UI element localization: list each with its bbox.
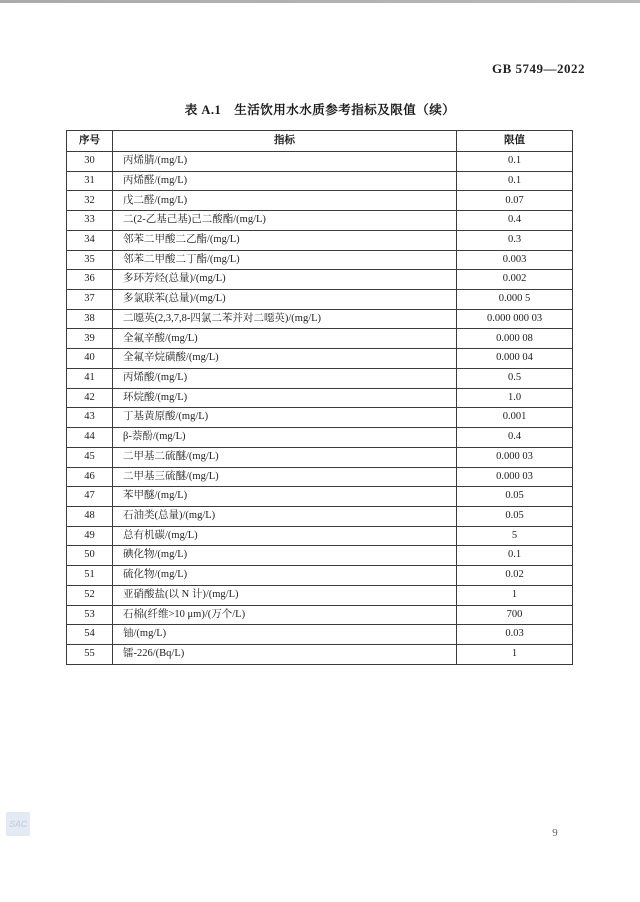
cell-serial-no: 40 [67, 349, 113, 369]
scan-edge-strip [0, 0, 640, 3]
cell-serial-no: 48 [67, 506, 113, 526]
cell-indicator: 丁基黄原酸/(mg/L) [113, 408, 457, 428]
cell-limit: 0.02 [457, 566, 573, 586]
cell-serial-no: 38 [67, 309, 113, 329]
cell-indicator: 二甲基二硫醚/(mg/L) [113, 447, 457, 467]
cell-indicator: 镭-226/(Bq/L) [113, 644, 457, 664]
col-header-no: 序号 [67, 131, 113, 152]
col-header-limit: 限值 [457, 131, 573, 152]
table-body [67, 152, 573, 665]
cell-indicator: 铀/(mg/L) [113, 625, 457, 645]
cell-serial-no: 39 [67, 329, 113, 349]
table-row [67, 526, 573, 546]
cell-serial-no: 37 [67, 290, 113, 310]
table-row [67, 388, 573, 408]
sac-watermark-text: SAC [9, 819, 27, 829]
cell-indicator: 苯甲醚/(mg/L) [113, 487, 457, 507]
cell-limit: 1 [457, 585, 573, 605]
cell-indicator: 总有机碳/(mg/L) [113, 526, 457, 546]
cell-indicator: 多环芳烃(总量)/(mg/L) [113, 270, 457, 290]
cell-serial-no: 43 [67, 408, 113, 428]
cell-limit: 0.03 [457, 625, 573, 645]
standard-number: GB 5749—2022 [491, 61, 585, 76]
cell-serial-no: 46 [67, 467, 113, 487]
cell-limit: 1 [457, 644, 573, 664]
table-row [67, 566, 573, 586]
cell-serial-no: 32 [67, 191, 113, 211]
cell-serial-no: 36 [67, 270, 113, 290]
table-row [67, 250, 573, 270]
table-row [67, 467, 573, 487]
cell-serial-no: 35 [67, 250, 113, 270]
cell-serial-no: 52 [67, 585, 113, 605]
table-row [67, 152, 573, 172]
cell-indicator: 二(2-乙基己基)己二酸酯/(mg/L) [113, 211, 457, 231]
table-row [67, 368, 573, 388]
cell-indicator: 丙烯腈/(mg/L) [113, 152, 457, 172]
cell-limit: 0.5 [457, 368, 573, 388]
cell-limit: 0.000 000 03 [457, 309, 573, 329]
cell-serial-no: 51 [67, 566, 113, 586]
cell-limit: 0.1 [457, 152, 573, 172]
cell-limit: 0.001 [457, 408, 573, 428]
table-row [67, 605, 573, 625]
table-row [67, 211, 573, 231]
cell-serial-no: 42 [67, 388, 113, 408]
cell-serial-no: 41 [67, 368, 113, 388]
cell-serial-no: 45 [67, 447, 113, 467]
cell-limit: 700 [457, 605, 573, 625]
cell-indicator: 全氟辛烷磺酸/(mg/L) [113, 349, 457, 369]
table-row [67, 171, 573, 191]
cell-serial-no: 53 [67, 605, 113, 625]
cell-limit: 0.1 [457, 171, 573, 191]
cell-limit: 1.0 [457, 388, 573, 408]
cell-serial-no: 31 [67, 171, 113, 191]
cell-serial-no: 33 [67, 211, 113, 231]
cell-limit: 0.1 [457, 546, 573, 566]
cell-indicator: 环烷酸/(mg/L) [113, 388, 457, 408]
table-row [67, 428, 573, 448]
cell-limit: 0.000 08 [457, 329, 573, 349]
table-row [67, 487, 573, 507]
sac-watermark-logo [6, 812, 30, 836]
cell-indicator: 多氯联苯(总量)/(mg/L) [113, 290, 457, 310]
water-quality-table [66, 130, 573, 665]
cell-limit: 0.000 03 [457, 467, 573, 487]
cell-limit: 0.002 [457, 270, 573, 290]
cell-serial-no: 55 [67, 644, 113, 664]
cell-indicator: 碘化物/(mg/L) [113, 546, 457, 566]
cell-serial-no: 34 [67, 230, 113, 250]
table-row [67, 546, 573, 566]
cell-indicator: 全氟辛酸/(mg/L) [113, 329, 457, 349]
header-row [67, 131, 573, 152]
cell-indicator: β-萘酚/(mg/L) [113, 428, 457, 448]
table-row [67, 625, 573, 645]
table-row [67, 408, 573, 428]
cell-serial-no: 49 [67, 526, 113, 546]
table-row [67, 349, 573, 369]
table-title: 表 A.1 生活饮用水水质参考指标及限值（续） [184, 103, 456, 117]
cell-indicator: 石棉(纤维>10 μm)/(万个/L) [113, 605, 457, 625]
table-row [67, 230, 573, 250]
col-header-indicator: 指标 [113, 131, 457, 152]
cell-indicator: 亚硝酸盐(以 N 计)/(mg/L) [113, 585, 457, 605]
cell-limit: 0.05 [457, 506, 573, 526]
table-header [67, 131, 573, 152]
cell-indicator: 邻苯二甲酸二丁酯/(mg/L) [113, 250, 457, 270]
cell-limit: 0.000 5 [457, 290, 573, 310]
cell-indicator: 丙烯醛/(mg/L) [113, 171, 457, 191]
cell-limit: 5 [457, 526, 573, 546]
cell-limit: 0.000 04 [457, 349, 573, 369]
table-row [67, 290, 573, 310]
cell-limit: 0.003 [457, 250, 573, 270]
cell-serial-no: 44 [67, 428, 113, 448]
table-row [67, 447, 573, 467]
cell-serial-no: 30 [67, 152, 113, 172]
table-row [67, 585, 573, 605]
cell-serial-no: 47 [67, 487, 113, 507]
cell-limit: 0.07 [457, 191, 573, 211]
cell-limit: 0.3 [457, 230, 573, 250]
table-row [67, 329, 573, 349]
table-row [67, 309, 573, 329]
table-row [67, 270, 573, 290]
table-row [67, 506, 573, 526]
cell-limit: 0.4 [457, 428, 573, 448]
cell-limit: 0.000 03 [457, 447, 573, 467]
cell-indicator: 邻苯二甲酸二乙酯/(mg/L) [113, 230, 457, 250]
cell-indicator: 戊二醛/(mg/L) [113, 191, 457, 211]
table-row [67, 191, 573, 211]
cell-limit: 0.4 [457, 211, 573, 231]
cell-serial-no: 54 [67, 625, 113, 645]
table-container [66, 130, 572, 665]
cell-indicator: 二甲基三硫醚/(mg/L) [113, 467, 457, 487]
cell-indicator: 石油类(总量)/(mg/L) [113, 506, 457, 526]
page-number: 9 [552, 827, 558, 839]
cell-indicator: 硫化物/(mg/L) [113, 566, 457, 586]
cell-indicator: 丙烯酸/(mg/L) [113, 368, 457, 388]
table-row [67, 644, 573, 664]
cell-indicator: 二噁英(2,3,7,8-四氯二苯并对二噁英)/(mg/L) [113, 309, 457, 329]
cell-limit: 0.05 [457, 487, 573, 507]
cell-serial-no: 50 [67, 546, 113, 566]
